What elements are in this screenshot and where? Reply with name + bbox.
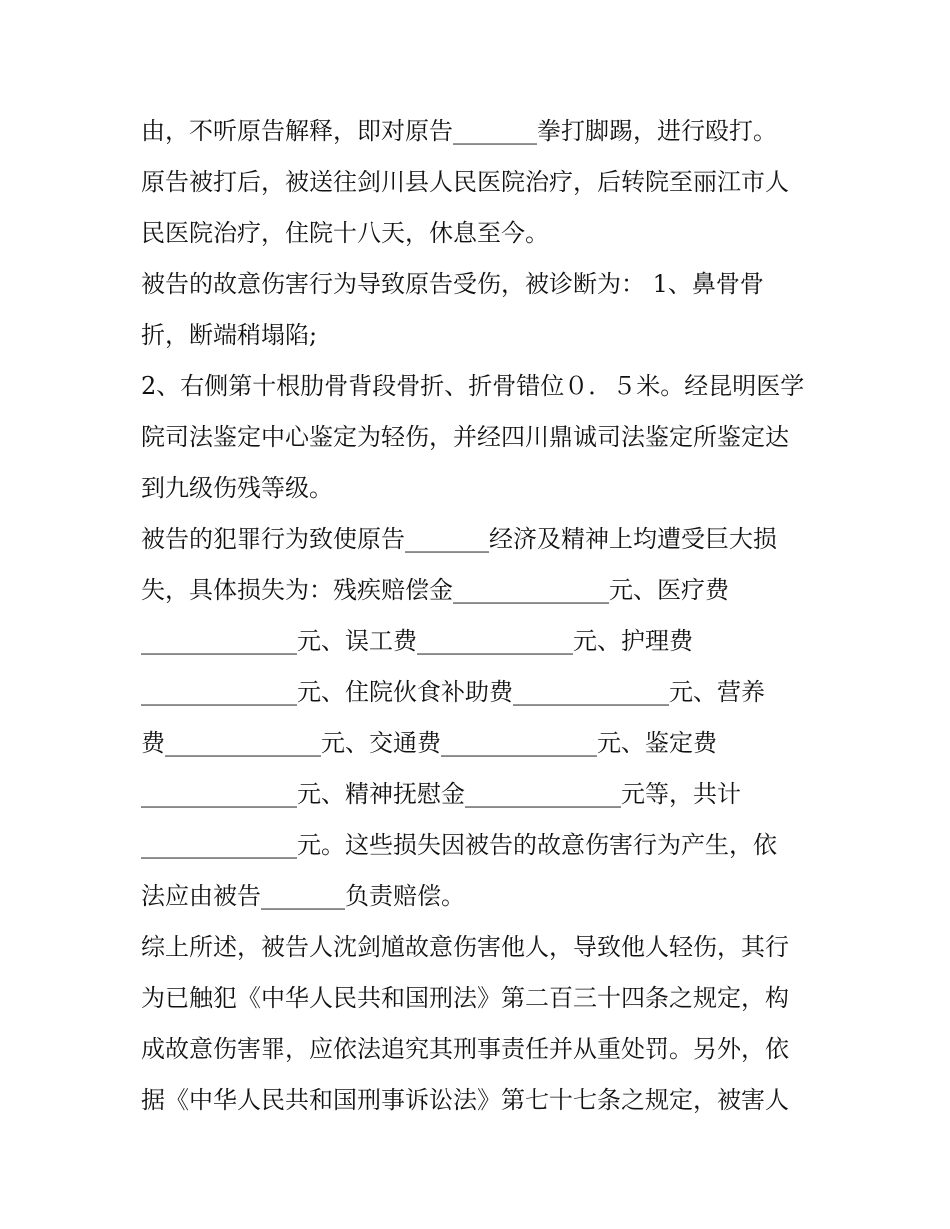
text-line: 折，断端稍塌陷; xyxy=(141,321,318,349)
text-line: 被告的犯罪行为致使原告_______经济及精神上均遭受巨大损 xyxy=(141,525,777,553)
text-line: 为已触犯《中华人民共和国刑法》第二百三十四条之规定，构 xyxy=(141,984,789,1012)
text-line: 由，不听原告解释，即对原告_______拳打脚踢，进行殴打。 xyxy=(141,117,777,145)
text-line: 被告的故意伤害行为导致原告受伤，被诊断为： 1、鼻骨骨 xyxy=(141,270,764,298)
text-line: _____________元、精神抚慰金_____________元等，共计 xyxy=(141,780,741,808)
text-line: 据《中华人民共和国刑事诉讼法》第七十七条之规定，被害人 xyxy=(141,1086,789,1114)
text-line: 综上所述，被告人沈剑馗故意伤害他人，导致他人轻伤，其行 xyxy=(141,933,789,961)
text-line: 院司法鉴定中心鉴定为轻伤，并经四川鼎诚司法鉴定所鉴定达 xyxy=(141,423,789,451)
text-line: 法应由被告_______负责赔偿。 xyxy=(141,882,465,910)
text-line: 民医院治疗，住院十八天，休息至今。 xyxy=(141,219,549,247)
text-line: 原告被打后，被送往剑川县人民医院治疗，后转院至丽江市人 xyxy=(141,168,789,196)
text-line: 失，具体损失为：残疾赔偿金_____________元、医疗费 xyxy=(141,576,729,604)
text-line: 到九级伤残等级。 xyxy=(141,474,333,502)
text-line: _____________元。这些损失因被告的故意伤害行为产生，依 xyxy=(141,831,777,859)
text-line: _____________元、住院伙食补助费_____________元、营养 xyxy=(141,678,765,706)
text-line: 2、右侧第十根肋骨背段骨折、折骨错位０．５米。经昆明医学 xyxy=(141,372,805,400)
text-line: 成故意伤害罪，应依法追究其刑事责任并从重处罚。另外，依 xyxy=(141,1035,789,1063)
text-line: 费_____________元、交通费_____________元、鉴定费 xyxy=(141,729,717,757)
document-body xyxy=(141,106,813,1126)
text-line: _____________元、误工费_____________元、护理费 xyxy=(141,627,693,655)
